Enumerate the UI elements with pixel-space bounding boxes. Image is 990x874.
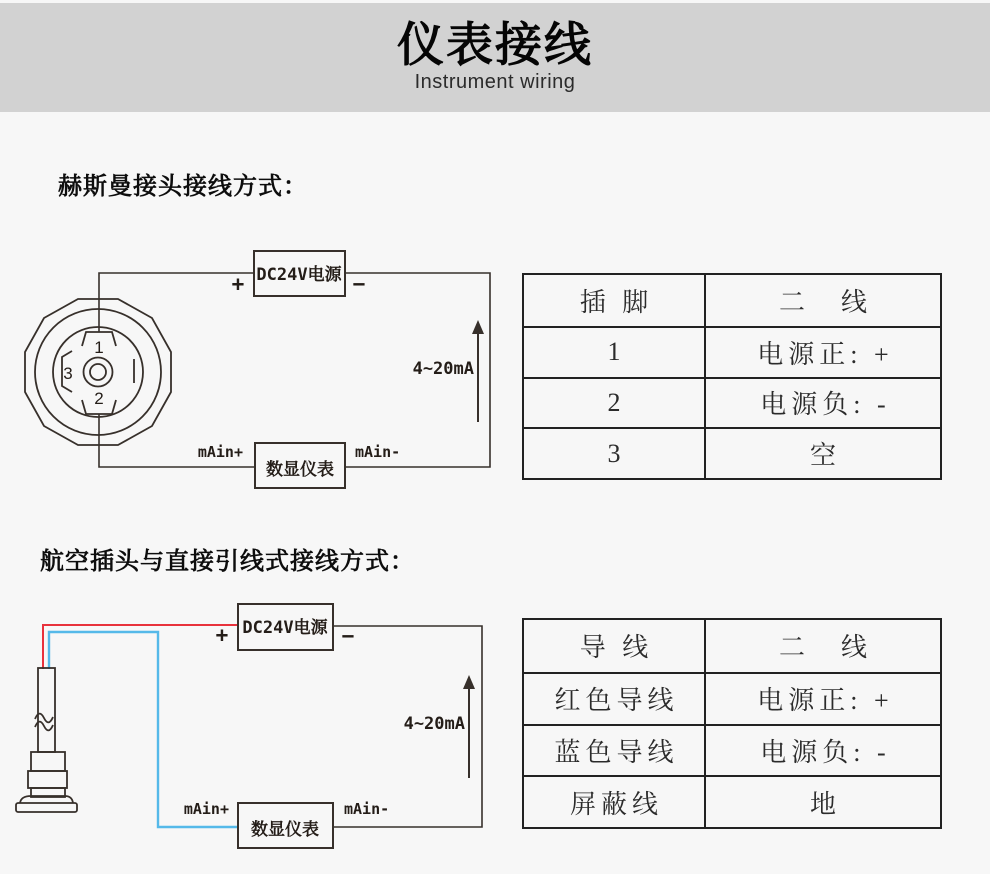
plus-sign: +	[231, 272, 245, 296]
pin-number-1: 1	[94, 338, 104, 357]
meter-label: 数显仪表	[266, 460, 334, 480]
minus-sign: −	[352, 272, 366, 296]
minus-sign: −	[341, 624, 355, 648]
power-supply-label: DC24V电源	[256, 265, 342, 285]
table-header-cell: 插 脚	[579, 287, 654, 317]
aviation-wiring-diagram	[0, 595, 510, 874]
table-cell: 屏蔽线	[524, 775, 704, 827]
table-header-cell: 二 线	[704, 275, 940, 326]
main-plus-label: mAin+	[197, 443, 243, 461]
table-cell: 蓝色导线	[524, 724, 704, 776]
hirschmann-wiring-diagram	[0, 240, 510, 505]
section-heading-aviation: 航空插头与直接引线式接线方式：	[40, 548, 415, 575]
main-minus-label: mAin-	[344, 800, 390, 818]
table-header-cell: 导 线	[579, 633, 654, 663]
pin-number-3: 3	[63, 364, 73, 383]
pin-number-2: 2	[94, 389, 104, 408]
page-subtitle: Instrument wiring	[414, 70, 576, 93]
aviation-wire-table	[522, 618, 942, 829]
power-supply-label: DC24V电源	[242, 618, 328, 638]
section-heading-hirschmann: 赫斯曼接头接线方式：	[58, 173, 308, 200]
table-cell: 电源负: -	[704, 377, 940, 428]
blue-lead-wire	[49, 632, 238, 827]
table-cell: 红色导线	[524, 672, 704, 724]
page-header	[0, 3, 990, 112]
table-cell: 电源正: +	[704, 672, 940, 724]
main-plus-label: mAin+	[183, 800, 229, 818]
page-title: 仪表接线	[397, 18, 593, 71]
table-cell: 1	[524, 326, 704, 377]
table-cell: 电源正: +	[704, 326, 940, 377]
current-arrow-head	[463, 675, 475, 689]
table-cell: 电源负: -	[704, 724, 940, 776]
current-range-label: 4~20mA	[412, 359, 474, 379]
table-cell: 3	[524, 427, 704, 478]
meter-label: 数显仪表	[251, 820, 319, 840]
pressure-sensor-icon	[16, 668, 77, 812]
hirschmann-pin-table	[522, 273, 942, 480]
main-minus-label: mAin-	[355, 443, 401, 461]
table-cell: 地	[704, 775, 940, 827]
table-header-cell: 二 线	[704, 620, 940, 672]
plus-sign: +	[215, 623, 229, 647]
table-cell: 2	[524, 377, 704, 428]
current-arrow-head	[472, 320, 484, 334]
current-range-label: 4~20mA	[403, 714, 465, 734]
hirschmann-connector-icon	[25, 299, 171, 445]
table-cell: 空	[704, 427, 940, 478]
